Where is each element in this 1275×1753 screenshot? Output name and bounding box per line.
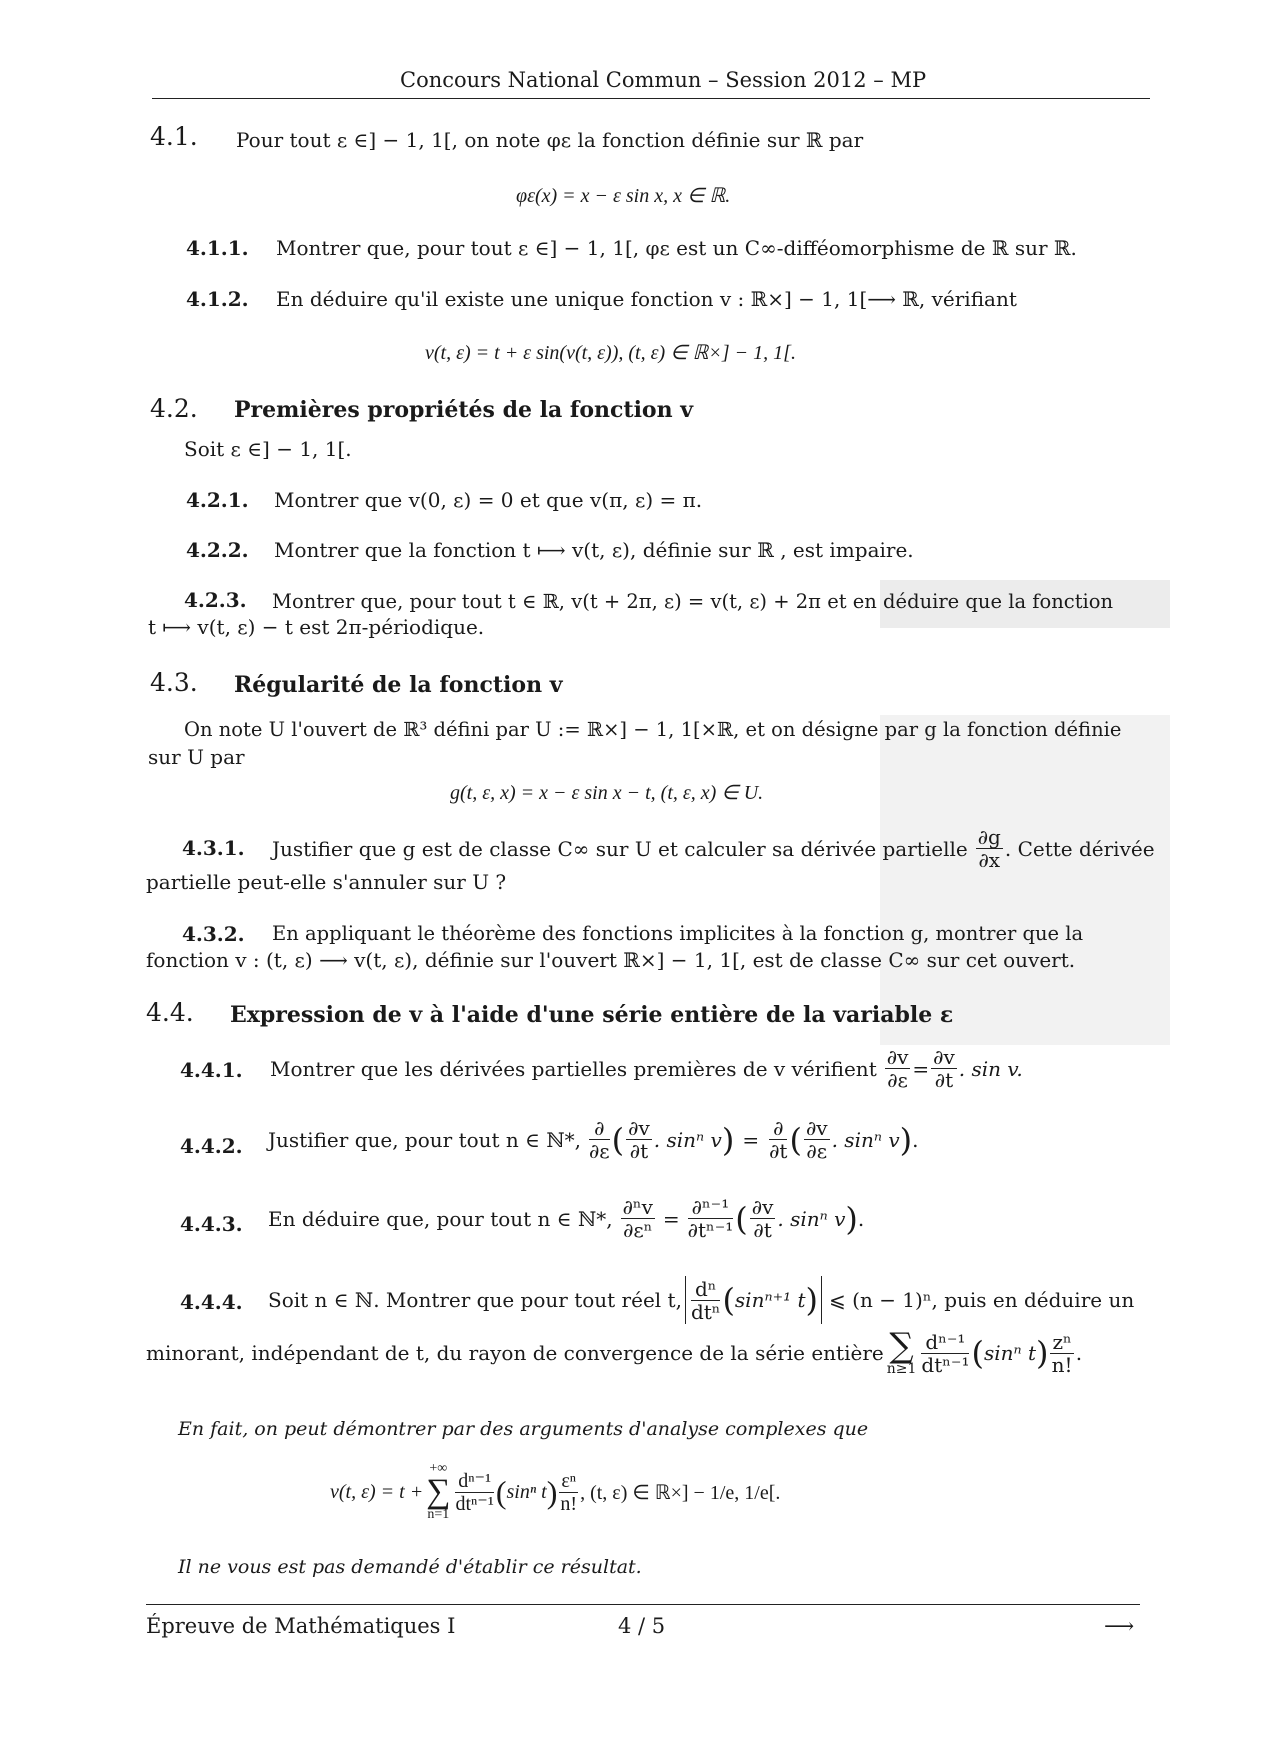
fraction (621, 1196, 655, 1241)
sum-index: n≥1 (886, 1361, 917, 1377)
formula-part: sinⁿ t (983, 1341, 1036, 1365)
numerator: dⁿ⁻¹ (455, 1470, 493, 1493)
question-number: 4.1.1. (186, 236, 249, 260)
left-paren: ( (735, 1199, 748, 1238)
formula: v(t, ε) = t + ε sin(v(t, ε)), (t, ε) ∈ ℝ×] − 1, 1[. (425, 342, 796, 364)
fraction (626, 1117, 652, 1162)
fraction (769, 1117, 787, 1162)
fraction (931, 1046, 957, 1091)
numerator: ∂ⁿv (622, 1195, 653, 1219)
section-intro: sur U par (148, 745, 245, 769)
numerator: ∂v (886, 1045, 909, 1069)
fraction (921, 1331, 969, 1376)
question-number: 4.1.2. (186, 287, 249, 311)
question-text: t ⟼ v(t, ε) − t est 2π-périodique. (148, 615, 485, 639)
numerator: ∂v (933, 1045, 955, 1069)
formula: φε(x) = x − ε sin x, x ∈ ℝ. (516, 185, 731, 207)
question-text: Justifier que, pour tout n ∈ ℕ*, (268, 1127, 581, 1152)
question-text: fonction v : (t, ε) ⟶ v(t, ε), définie sur l'ouvert ℝ×] − 1, 1[, est de classe C∞ sur cet ouvert. (146, 948, 1076, 972)
left-paren: ( (495, 1473, 507, 1510)
right-paren: ) (805, 1281, 819, 1319)
question-text: ⩽ (n − 1)ⁿ, puis en déduire un (829, 1288, 1135, 1312)
section-title: Premières propriétés de la fonction v (234, 397, 694, 423)
right-paren: ) (899, 1120, 913, 1159)
denominator: ∂t (934, 1068, 954, 1092)
page-header: Concours National Commun – Session 2012 – MP (400, 68, 927, 92)
next-page-arrow-icon: ⟶ (1104, 1614, 1135, 1638)
formula-part: sinⁿ⁺¹ t (734, 1288, 806, 1312)
period: . (857, 1206, 865, 1231)
denominator: ∂t (629, 1139, 649, 1163)
fraction (750, 1196, 776, 1241)
question-line (268, 1276, 1134, 1324)
formula-part: . sinⁿ v (777, 1206, 846, 1231)
question-line (146, 1326, 1083, 1377)
denominator: ∂x (978, 848, 1001, 872)
question-text: partielle peut-elle s'annuler sur U ? (146, 870, 507, 894)
fraction (589, 1117, 610, 1162)
denominator: dtⁿ (690, 1299, 721, 1324)
final-formula (330, 1462, 780, 1522)
formula-part: . sinⁿ v (653, 1127, 722, 1152)
sum-upper: +∞ (429, 1461, 448, 1476)
question-line (268, 1196, 864, 1241)
section-title: Régularité de la fonction v (234, 672, 563, 698)
denominator: dtⁿ⁻¹ (921, 1352, 970, 1377)
numerator: ∂ (769, 1117, 787, 1140)
sum-symbol: ∑ n≥1 (886, 1326, 917, 1377)
denominator: dtⁿ⁻¹ (455, 1492, 494, 1515)
fraction (885, 1046, 911, 1091)
sum-symbol: +∞ ∑ n=1 (426, 1461, 451, 1522)
numerator: dⁿ (691, 1278, 721, 1301)
page-number: 4 / 5 (618, 1614, 666, 1638)
fraction (688, 1196, 734, 1241)
period: . (1075, 1341, 1083, 1365)
numerator: ∂v (628, 1116, 650, 1140)
denominator: ∂ε (887, 1068, 908, 1092)
denominator: ∂t (753, 1218, 772, 1242)
denominator: ∂εⁿ (623, 1218, 653, 1242)
abs-bar (821, 1276, 822, 1324)
formula-lhs: v(t, ε) = t + (330, 1480, 424, 1503)
denominator: ∂tⁿ⁻¹ (687, 1218, 734, 1242)
section-intro: On note U l'ouvert de ℝ³ défini par U := ℝ×] − 1, 1[×ℝ, et on désigne par g la fonction définie (184, 718, 1122, 741)
equals-sign: = (912, 1056, 930, 1081)
footer-title: Épreuve de Mathématiques I (146, 1614, 456, 1638)
scan-shadow (880, 715, 1170, 1045)
fraction (1050, 1331, 1073, 1376)
question-text: minorant, indépendant de t, du rayon de convergence de la série entière (146, 1341, 884, 1365)
question-text: Montrer que, pour tout t ∈ ℝ, v(t + 2π, ε) = v(t, ε) + 2π et en déduire que la fonction (272, 590, 1114, 613)
denominator: n! (1051, 1352, 1073, 1377)
right-paren: ) (546, 1473, 558, 1510)
section-intro: Soit ε ∈] − 1, 1[. (184, 437, 352, 461)
period: . (912, 1127, 919, 1152)
denominator: n! (560, 1492, 578, 1515)
question-number: 4.2.2. (186, 538, 249, 562)
numerator: εⁿ (561, 1469, 577, 1492)
section-number: 4.3. (150, 668, 198, 697)
question-line (268, 1117, 918, 1162)
question-text: Montrer que, pour tout ε ∈] − 1, 1[, φε est un C∞-difféomorphisme de ℝ sur ℝ. (276, 236, 1077, 260)
numerator: dⁿ⁻¹ (921, 1331, 969, 1354)
question-number: 4.4.4. (180, 1290, 243, 1314)
question-text: Montrer que la fonction t ⟼ v(t, ε), définie sur ℝ , est impaire. (274, 538, 914, 562)
footer-rule (146, 1604, 1140, 1605)
numerator: ∂g (977, 825, 1001, 849)
question-number: 4.4.2. (180, 1134, 243, 1158)
question-text: En déduire que, pour tout n ∈ ℕ*, (268, 1206, 613, 1231)
fraction (455, 1470, 493, 1515)
question-line (270, 1046, 1023, 1091)
question-line (272, 826, 1155, 871)
numerator: zⁿ (1052, 1329, 1072, 1354)
question-number: 4.2.1. (186, 488, 249, 512)
right-paren: ) (1036, 1334, 1049, 1372)
left-paren: ( (722, 1281, 735, 1319)
fraction (559, 1470, 578, 1515)
note: Il ne vous est pas demandé d'établir ce résultat. (178, 1556, 642, 1578)
sum-index: n=1 (427, 1507, 450, 1522)
right-paren: ) (845, 1199, 858, 1238)
formula: g(t, ε, x) = x − ε sin x − t, (t, ε, x) ∈ U. (450, 782, 764, 804)
fraction (804, 1117, 830, 1162)
formula-rhs: , (t, ε) ∈ ℝ×] − 1/e, 1/e[. (580, 1481, 781, 1504)
numerator: ∂ⁿ⁻¹ (688, 1196, 734, 1219)
question-number: 4.2.3. (184, 588, 247, 612)
question-text: En appliquant le théorème des fonctions implicites à la fonction g, montrer que la (272, 922, 1084, 945)
question-number: 4.3.2. (182, 922, 245, 946)
numerator: ∂v (751, 1195, 774, 1219)
fraction (976, 826, 1003, 871)
fraction (691, 1278, 721, 1323)
question-text: Montrer que les dérivées partielles premières de v vérifient (270, 1056, 877, 1081)
formula-part: sinⁿ t (506, 1480, 547, 1503)
right-paren: ) (721, 1120, 735, 1159)
section-intro: Pour tout ε ∈] − 1, 1[, on note φε la fonction définie sur ℝ par (236, 128, 864, 152)
denominator: ∂ε (588, 1139, 610, 1163)
header-rule (152, 98, 1150, 99)
question-text: En déduire qu'il existe une unique fonction v : ℝ×] − 1, 1[⟶ ℝ, vérifiant (276, 287, 1017, 311)
note: En fait, on peut démontrer par des arguments d'analyse complexes que (178, 1418, 869, 1440)
abs-bar (685, 1276, 686, 1324)
question-text: Justifier que g est de classe C∞ sur U et calculer sa dérivée partielle (272, 836, 968, 861)
numerator: ∂ (589, 1117, 610, 1140)
section-title: Expression de v à l'aide d'une série entière de la variable ε (230, 1002, 954, 1028)
formula-tail: . sin v. (958, 1056, 1023, 1081)
numerator: ∂v (805, 1116, 828, 1140)
question-number: 4.4.3. (180, 1212, 243, 1236)
denominator: ∂t (769, 1139, 788, 1163)
question-number: 4.3.1. (182, 836, 245, 860)
question-text: Soit n ∈ ℕ. Montrer que pour tout réel t, (268, 1288, 682, 1312)
left-paren: ( (789, 1120, 802, 1159)
section-number: 4.2. (150, 394, 198, 423)
question-text: Montrer que v(0, ε) = 0 et que v(π, ε) = π. (274, 488, 703, 512)
formula-part: . sinⁿ v (831, 1127, 900, 1152)
section-number: 4.1. (150, 122, 198, 151)
section-number: 4.4. (146, 998, 194, 1027)
left-paren: ( (611, 1120, 625, 1159)
question-text: . Cette dérivée (1004, 836, 1155, 861)
equals-sign: = (742, 1127, 760, 1152)
left-paren: ( (971, 1334, 984, 1372)
equals-sign: = (662, 1206, 680, 1231)
denominator: ∂ε (806, 1139, 828, 1163)
question-number: 4.4.1. (180, 1058, 243, 1082)
